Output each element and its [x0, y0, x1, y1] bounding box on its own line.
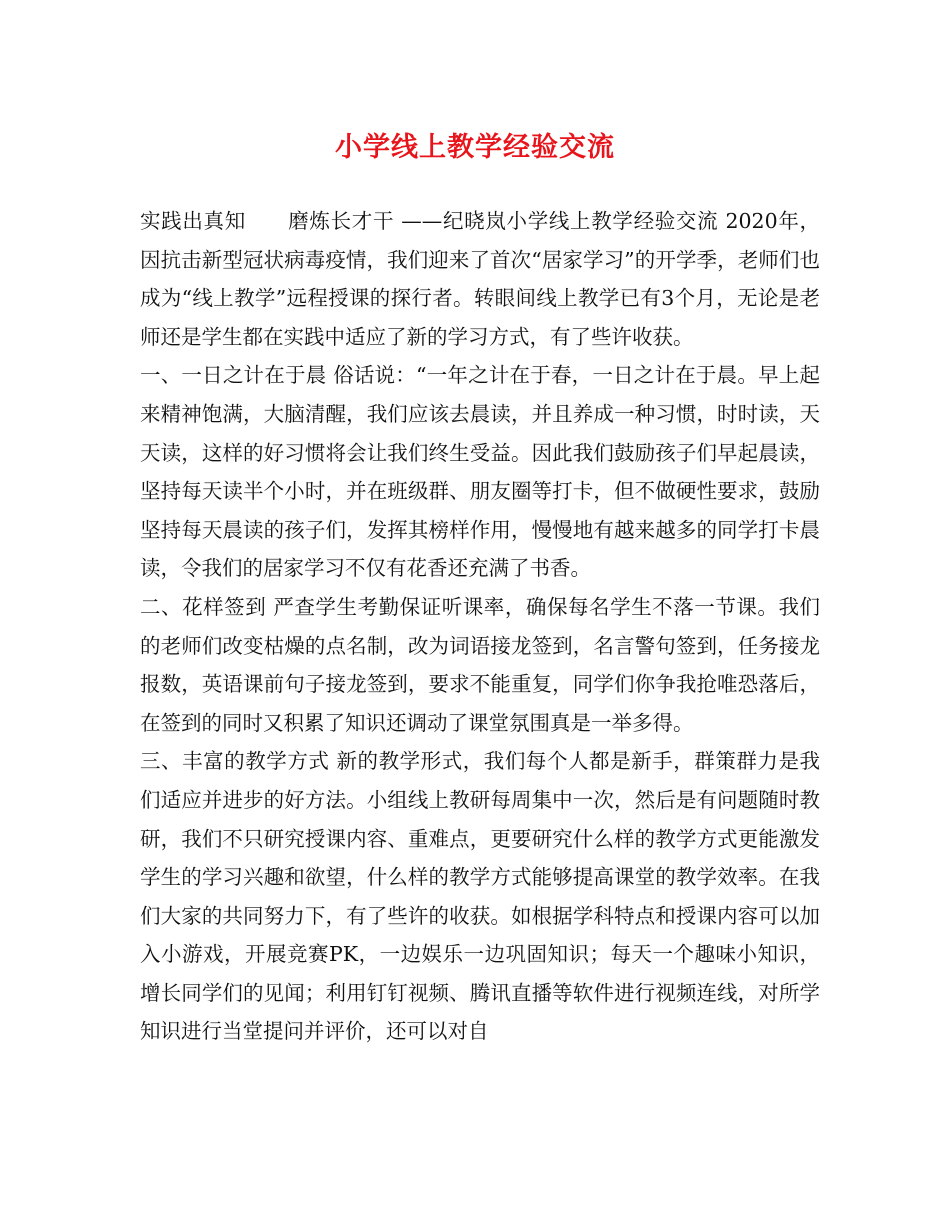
paragraph-morning-reading: 一、一日之计在于晨 俗话说：“一年之计在于春，一日之计在于晨。早上起来精神饱满，大脑清醒，我们应该去晨读，并且养成一种习惯，时时读，天天读，这样的好习惯将会让我们终生受益。因此我们鼓励孩子们早起晨读，坚持每天读半个小时，并在班级群、朋友圈等打卡，但不做硬性要求，鼓励坚持每天晨读的孩子们，发挥其榜样作用，慢慢地有越来越多的同学打卡晨读，令我们的居家学习不仅有花香还充满了书香。 [140, 363, 820, 581]
paragraph-sign-in: 二、花样签到 严查学生考勤保证听课率，确保每名学生不落一节课。我们的老师们改变枯燥的点名制，改为词语接龙签到，名言警句签到，任务接龙报数，英语课前句子接龙签到，要求不能重复，同学们你争我抢唯恐落后，在签到的同时又积累了知识还调动了课堂氛围真是一举多得。 [140, 594, 820, 735]
document-body [140, 202, 820, 1051]
paragraph-intro: 实践出真知 磨炼长才干 ——纪晓岚小学线上教学经验交流 2020年，因抗击新型冠状病毒疫情，我们迎来了首次“居家学习”的开学季，老师们也成为“线上教学”远程授课的探行者。转眼间线上教学已有3个月，无论是老师还是学生都在实践中适应了新的学习方式，有了些许收获。 [140, 209, 820, 349]
paragraph-teaching-methods: 三、丰富的教学方式 新的教学形式，我们每个人都是新手，群策群力是我们适应并进步的好方法。小组线上教研每周集中一次，然后是有问题随时教研，我们不只研究授课内容、重难点，更要研究什么样的教学方式更能激发学生的学习兴趣和欲望，什么样的教学方式能够提高课堂的教学效率。在我们大家的共同努力下，有了些许的收获。如根据学科特点和授课内容可以加入小游戏，开展竞赛PK，一边娱乐一边巩固知识；每天一个趣味小知识，增长同学们的见闻；利用钉钉视频、腾讯直播等软件进行视频连线，对所学知识进行当堂提问并评价，还可以对自 [140, 749, 820, 1044]
document-title: 小学线上教学经验交流 [335, 132, 615, 163]
